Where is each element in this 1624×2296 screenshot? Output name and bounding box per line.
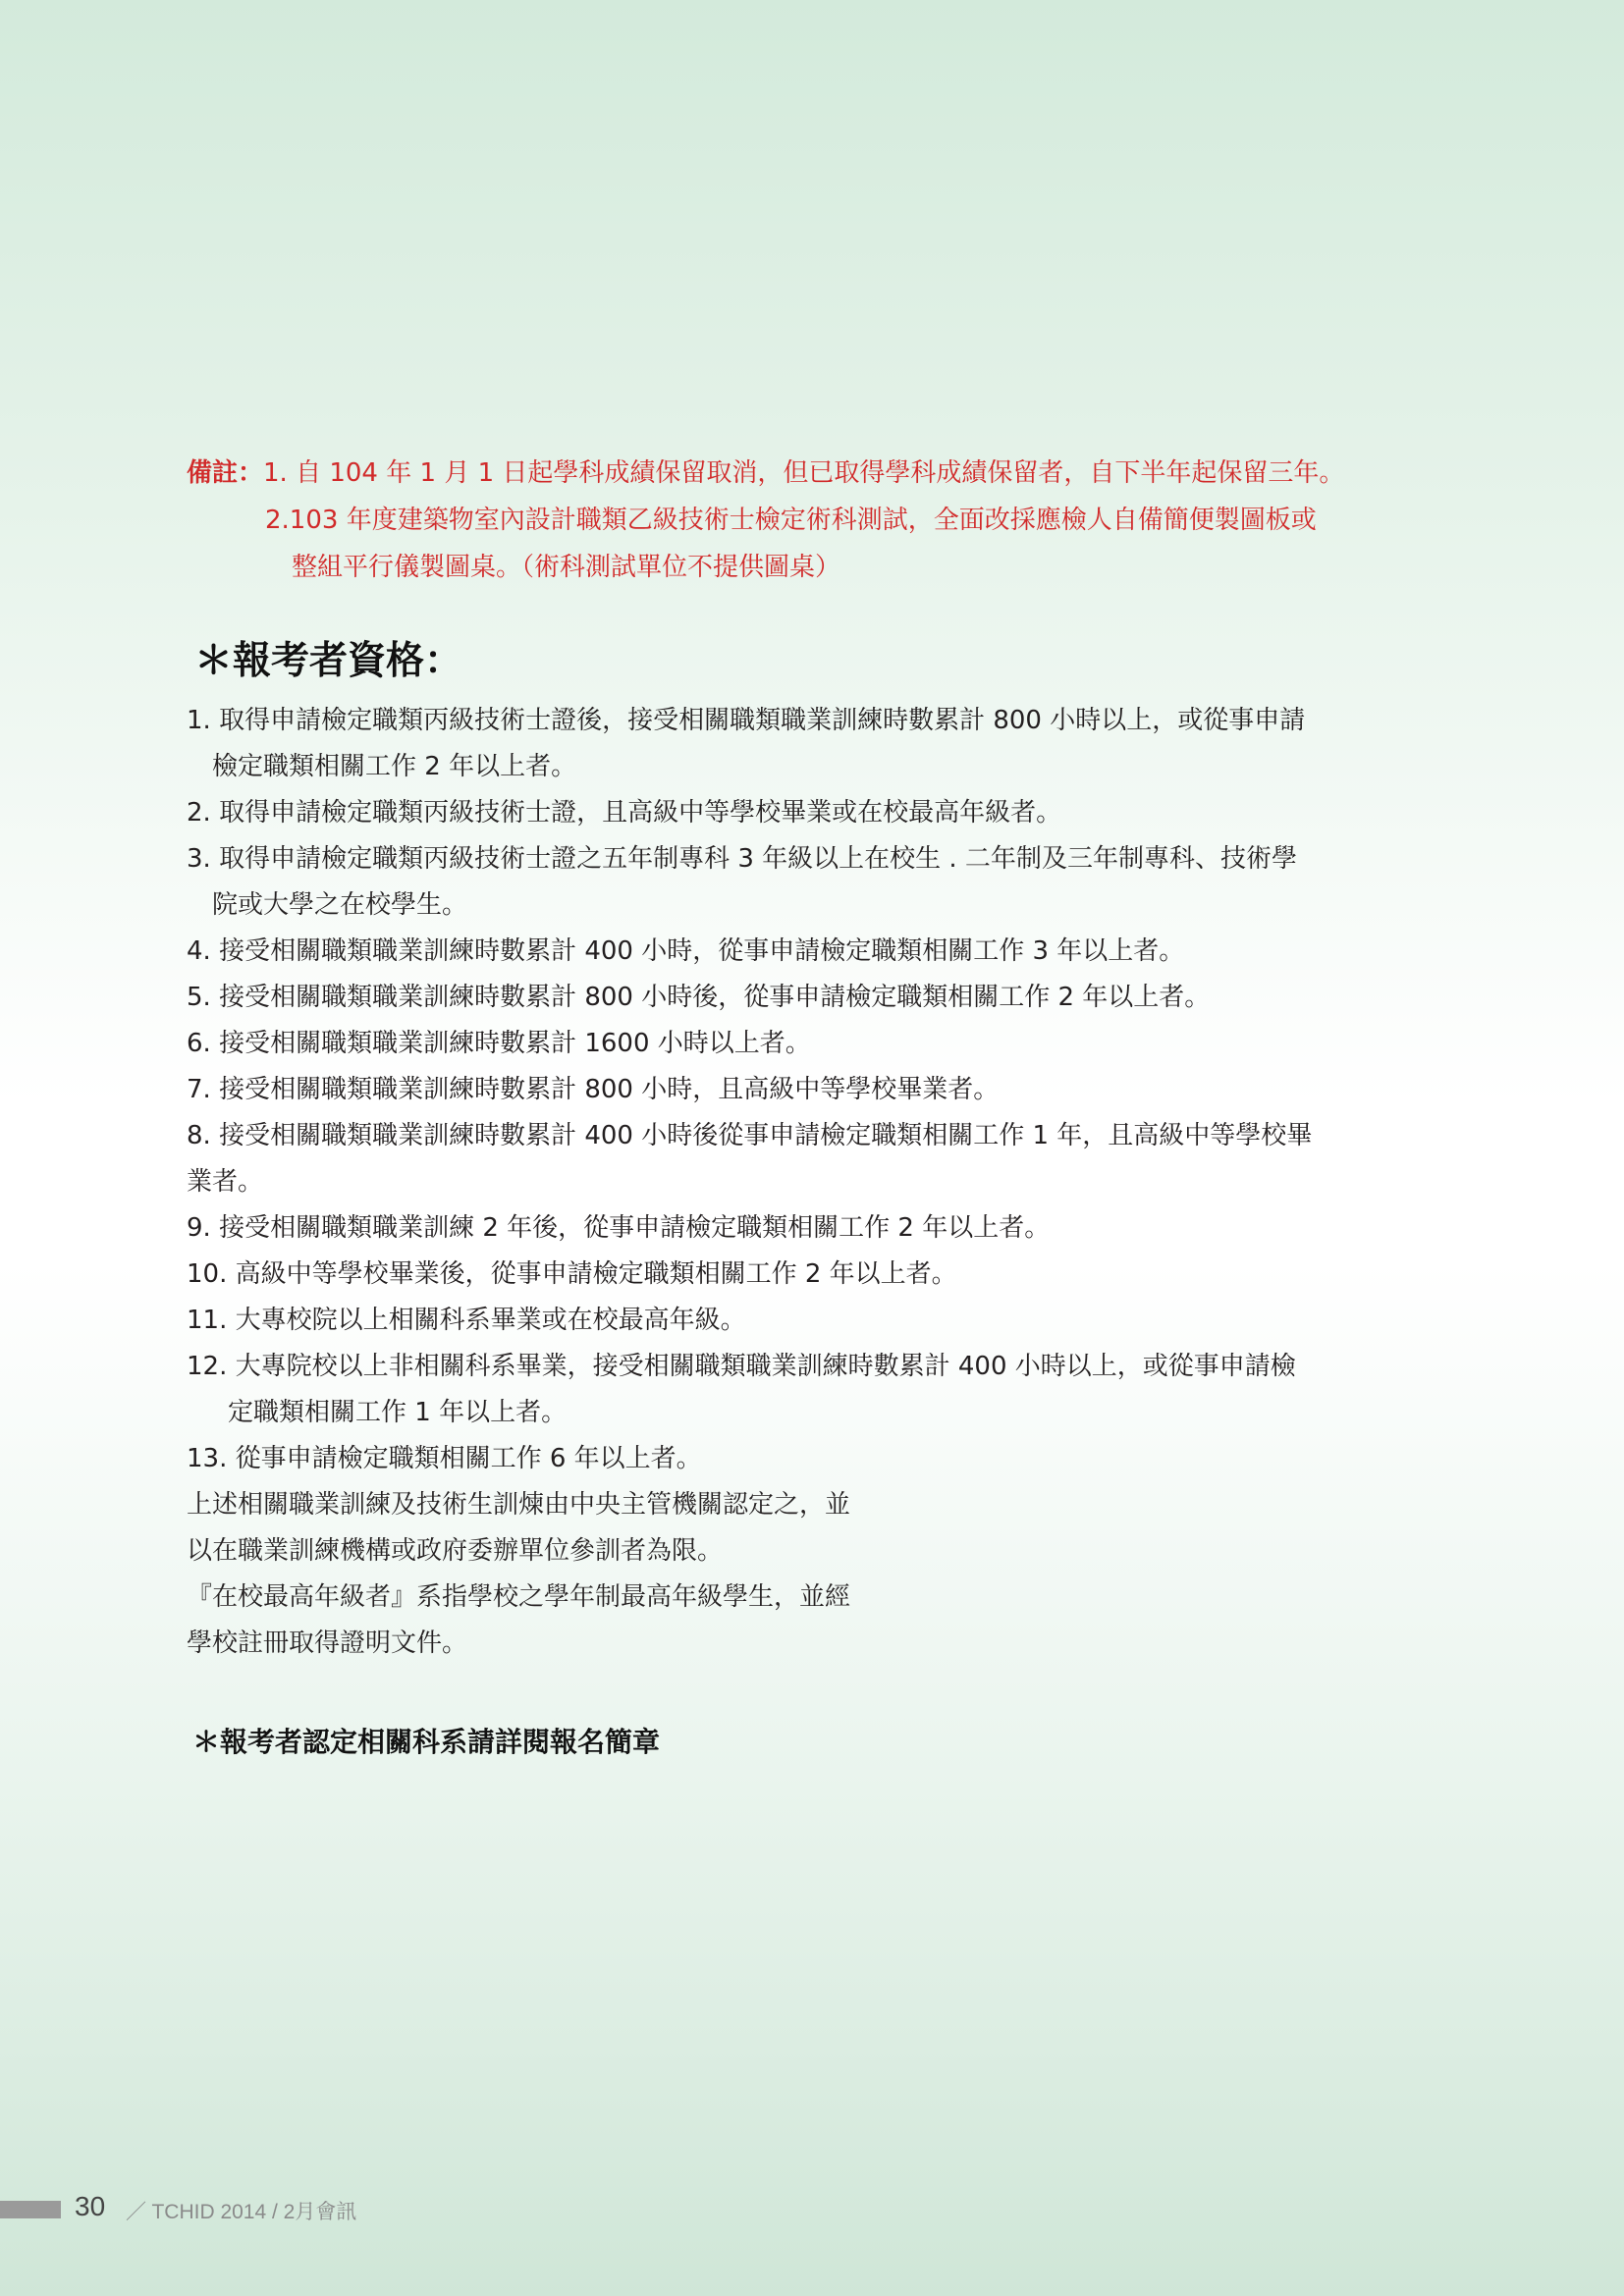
- qualification-1: 1. 取得申請檢定職類丙級技術士證後，接受相關職類職業訓練時數累計 800 小時以上，或從事申請: [187, 706, 1306, 735]
- qualifications-list: [187, 698, 1463, 1667]
- page-number: 30: [75, 2191, 106, 2221]
- note-line-1: [187, 450, 1453, 497]
- qualification-9: 9. 接受相關職類職業訓練 2 年後，從事申請檢定職類相關工作 2 年以上者。: [187, 1213, 1051, 1243]
- notes-label: 備註：: [187, 458, 264, 488]
- section-title: ＊報考者資格：: [194, 639, 463, 683]
- qualification-6: 6. 接受相關職類職業訓練時數累計 1600 小時以上者。: [187, 1029, 811, 1058]
- qualification-2: 2. 取得申請檢定職類丙級技術士證，且高級中等學校畢業或在校最高年級者。: [187, 798, 1062, 828]
- note-line-3: 整組平行儀製圖桌。（術科測試單位不提供圖桌）: [292, 553, 841, 582]
- qualification-10: 10. 高級中等學校畢業後，從事申請檢定職類相關工作 2 年以上者。: [187, 1259, 957, 1289]
- qualification-12-cont: 定職類相關工作 1 年以上者。: [228, 1398, 568, 1427]
- qualification-5: 5. 接受相關職類職業訓練時數累計 800 小時後，從事申請檢定職類相關工作 2 年以上者。: [187, 983, 1211, 1012]
- remark-line-4: 學校註冊取得證明文件。: [187, 1629, 468, 1658]
- note-line-2: 2.103 年度建築物室內設計職類乙級技術士檢定術科測試，全面改採應檢人自備簡便製圖板或: [265, 506, 1317, 535]
- footer-bar: [0, 2201, 61, 2218]
- qualification-1-cont: 檢定職類相關工作 2 年以上者。: [212, 752, 577, 781]
- remark-line-3: 『在校最高年級者』系指學校之學年制最高年級學生，並經: [187, 1582, 851, 1612]
- qualification-3: 3. 取得申請檢定職類丙級技術士證之五年制專科 3 年級以上在校生 . 二年制及三年制專科、技術學: [187, 844, 1297, 874]
- qualification-13: 13. 從事申請檢定職類相關工作 6 年以上者。: [187, 1444, 702, 1473]
- qualification-11: 11. 大專校院以上相關科系畢業或在校最高年級。: [187, 1306, 746, 1335]
- remark-line-2: 以在職業訓練機構或政府委辦單位參訓者為限。: [187, 1536, 724, 1566]
- qualification-7: 7. 接受相關職類職業訓練時數累計 800 小時，且高級中等學校畢業者。: [187, 1075, 1000, 1104]
- qualification-4: 4. 接受相關職類職業訓練時數累計 400 小時，從事申請檢定職類相關工作 3 年以上者。: [187, 936, 1185, 966]
- notes-block: [187, 450, 1453, 591]
- note-text-1: 1. 自 104 年 1 月 1 日起學科成績保留取消，但已取得學科成績保留者，自下半年起保留三年。: [263, 458, 1345, 488]
- page-footer: [0, 2191, 687, 2230]
- qualification-3-cont: 院或大學之在校學生。: [212, 890, 468, 920]
- remark-line-1: 上述相關職業訓練及技術生訓煉由中央主管機關認定之，並: [187, 1490, 851, 1520]
- qualification-8: 8. 接受相關職類職業訓練時數累計 400 小時後從事申請檢定職類相關工作 1 年，且高級中等學校畢: [187, 1121, 1313, 1150]
- qualification-12: 12. 大專院校以上非相關科系畢業，接受相關職類職業訓練時數累計 400 小時以上，或從事申請檢: [187, 1352, 1296, 1381]
- footer-publication: ／ TCHID 2014 / 2月會訊: [126, 2201, 357, 2223]
- footnote-title: ＊報考者認定相關科系請詳閱報名簡章: [192, 1726, 661, 1758]
- qualification-8-cont: 業者。: [187, 1167, 264, 1197]
